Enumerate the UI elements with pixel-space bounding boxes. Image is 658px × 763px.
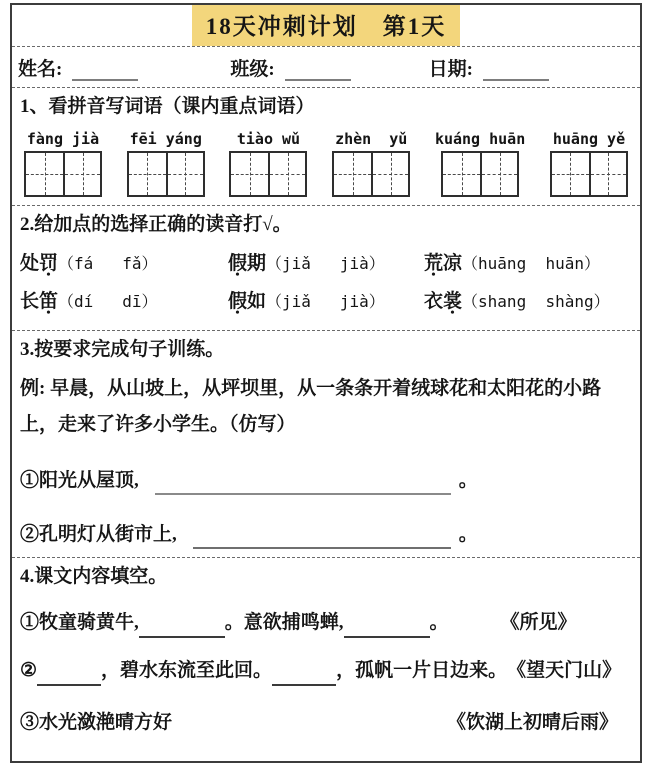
word-char: 凉 [443,253,463,274]
word-char: 处 [20,253,40,274]
pron-options: （fá fǎ） [58,254,158,273]
pinyin-label: tiào wǔ [236,130,301,148]
word-char: 长 [20,291,40,312]
question-text: ①牧童骑黄牛, [20,612,139,633]
section-text-fill-in [12,557,640,746]
section-pronunciation [12,205,640,330]
word-grid [127,130,205,197]
writing-grid [332,151,410,197]
question-text: ，孤帆一片日边来。 [336,660,508,681]
word-char-dotted: 笛 • [39,286,58,313]
word-grid [550,130,628,197]
section4-heading: 4.课文内容填空。 [20,566,168,587]
question-text: ①阳光从屋顶, [20,470,139,491]
writing-grid [127,151,205,197]
date-label: 日期: [428,58,473,80]
word-grid [332,130,410,197]
fill-question-2 [20,656,632,686]
word-char-dotted: 荒 • [424,248,443,275]
pron-options: （jiǎ jià） [266,292,385,311]
pron-item [20,248,228,275]
header-fields-row [12,46,640,87]
pinyin-label: huāng yě [552,130,626,148]
pron-item [424,286,610,313]
pron-item [228,248,424,275]
section-sentence-practice [12,330,640,557]
pron-options: （huāng huān） [462,254,600,273]
section3-heading: 3.按要求完成句子训练。 [20,339,225,360]
answer-blank [344,618,430,638]
answer-blank [139,618,225,638]
sentence-question-2 [20,521,632,549]
word-char-dotted: 罚 • [39,248,58,275]
pron-item [20,286,228,313]
word-char-dotted: 假 • [228,286,247,313]
pron-options: （dí dī） [58,292,158,311]
sentence-question-1 [20,467,632,495]
pinyin-label: fēi yáng [129,130,202,148]
pinyin-label: fàng jià [26,130,100,148]
writing-grid [229,151,307,197]
section-pinyin-writing [12,87,640,205]
question-text: ③水光潋滟晴方好 [20,712,173,733]
answer-blank [272,666,336,686]
fill-question-1 [20,608,632,638]
word-grid [435,130,525,197]
question-text: 。 [458,524,478,545]
pron-row [20,286,632,322]
pron-item [228,286,424,313]
answer-blank [37,666,101,686]
question-text: 。 [458,470,478,491]
worksheet [10,3,642,763]
word-grid [229,130,307,197]
section2-heading: 2.给加点的选择正确的读音打√。 [20,214,292,235]
word-char: 衣 [424,291,444,312]
question-text: 。 [429,612,449,633]
pinyin-label: kuáng huān [434,130,526,148]
fill-question-3 [20,708,632,738]
word-grid [24,130,102,197]
name-label: 姓名: [18,58,63,80]
pinyin-grid-strip [20,130,632,197]
class-label: 班级: [230,58,275,80]
answer-blank [193,529,451,549]
pron-options: （jiǎ jià） [266,254,385,273]
writing-grid [550,151,628,197]
poem-source: 《饮湖上初晴后雨》 [446,712,618,733]
pinyin-label: zhèn yǔ [335,130,408,148]
class-blank [285,61,351,81]
question-text: ② [20,660,38,681]
word-char-dotted: 裳 • [443,286,462,313]
word-char-dotted: 假 • [228,248,247,275]
poem-source: 《望天门山》 [507,660,622,681]
question-text: 。意欲捕鸣蝉, [224,612,344,633]
date-field [429,54,549,81]
section1-heading: 1、看拼音写词语（课内重点词语） [20,96,315,117]
poem-source: 《所见》 [500,612,577,633]
title-row [12,5,640,46]
writing-grid [24,151,102,197]
word-char: 如 [247,291,267,312]
class-field [230,54,350,81]
answer-blank [155,475,451,495]
pronunciation-grid [20,248,632,322]
pron-item [424,248,600,275]
page-title: 18天冲刺计划 第1天 [192,5,461,46]
date-blank [483,61,549,81]
pron-options: （shang shàng） [462,292,610,311]
name-blank [72,61,138,81]
question-text: ②孔明灯从街市上, [20,524,177,545]
writing-grid [441,151,519,197]
example-sentence: 例: 早晨，从山坡上，从坪坝里，从一条条开着绒球花和太阳花的小路上，走来了许多小学生。（仿写） [20,378,602,435]
question-text: ，碧水东流至此回。 [101,660,273,681]
pron-row [20,248,632,284]
name-field [18,54,138,81]
word-char: 期 [247,253,267,274]
